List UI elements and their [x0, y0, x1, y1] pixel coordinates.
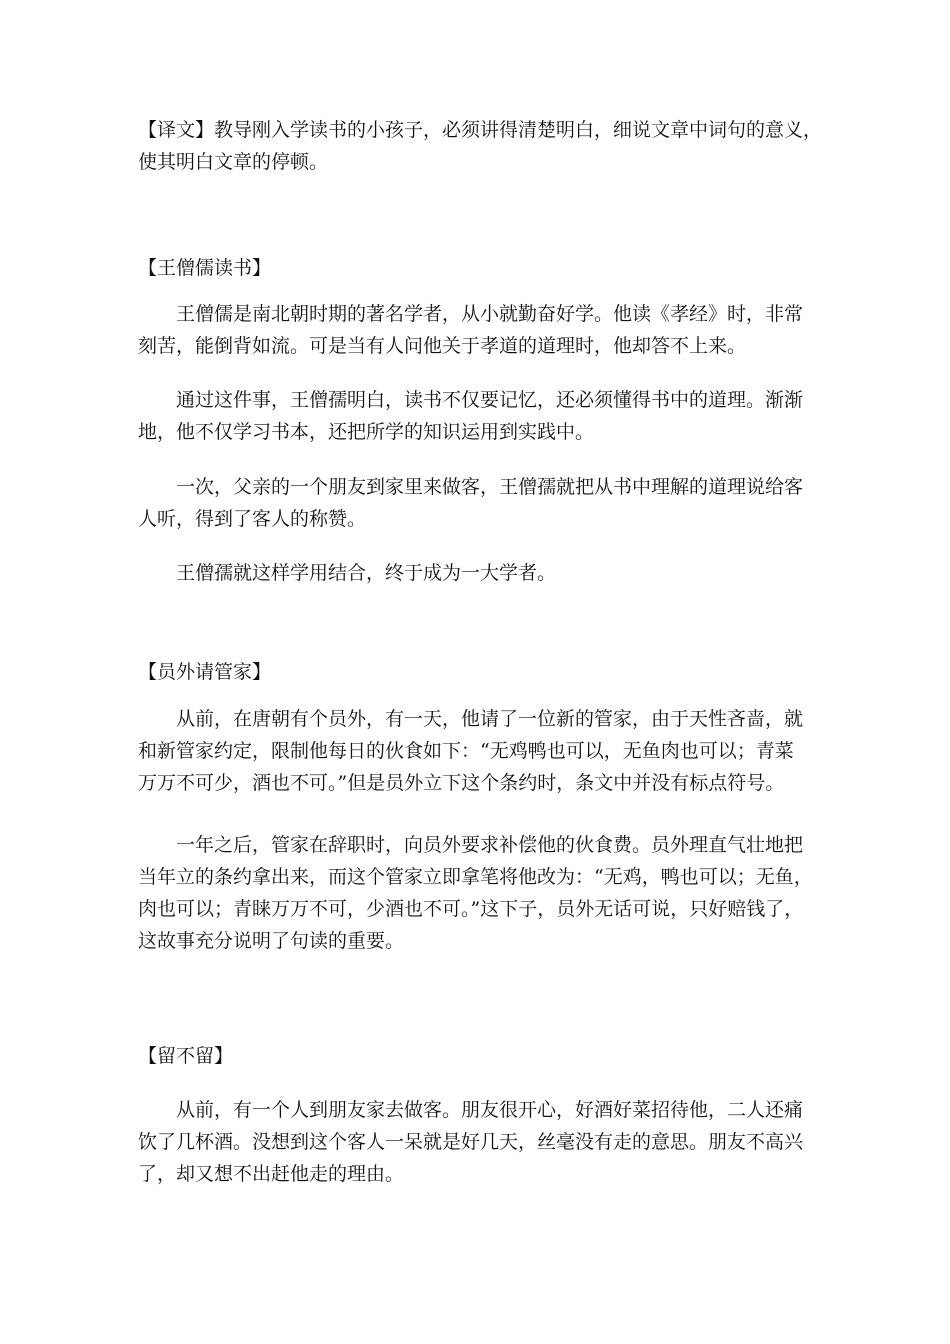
- paragraph-line: 刻苦，能倒背如流。可是当有人问他关于孝道的道理时，他却答不上来。: [138, 335, 747, 357]
- paragraph-line: 王僧孺就这样学用结合，终于成为一大学者。: [138, 562, 557, 584]
- section-title: 【留不留】: [138, 1045, 234, 1067]
- paragraph-line: 了，却又想不出赶他走的理由。: [138, 1163, 405, 1185]
- paragraph-line: 万万不可少，酒也不可。”但是员外立下这个条约时，条文中并没有标点符号。: [138, 772, 785, 794]
- paragraph-line: 从前，在唐朝有个员外，有一天，他请了一位新的管家，由于天性吝啬，就: [138, 708, 804, 730]
- paragraph: [138, 298, 828, 362]
- paragraph-line: 饮了几杯酒。没想到这个客人一呆就是好几天，丝毫没有走的意思。朋友不高兴: [138, 1131, 804, 1153]
- paragraph-line: 王僧儒是南北朝时期的著名学者，从小就勤奋好学。他读《孝经》时，非常: [138, 303, 804, 325]
- paragraph: [138, 829, 828, 957]
- paragraph: [138, 471, 828, 535]
- paragraph-line: 人听，得到了客人的称赞。: [138, 508, 367, 530]
- paragraph-line: 一年之后，管家在辞职时，向员外要求补偿他的伙食费。员外理直气壮地把: [138, 834, 804, 856]
- paragraph-line: 地，他不仅学习书本，还把所学的知识运用到实践中。: [138, 421, 595, 443]
- paragraph: [138, 384, 828, 448]
- paragraph-line: 肉也可以；青睐万万不可，少酒也不可。”这下子，员外无话可说，只好赔钱了，: [138, 898, 804, 920]
- paragraph: [138, 703, 828, 799]
- translation-paragraph: [138, 114, 828, 178]
- paragraph-line: 从前，有一个人到朋友家去做客。朋友很开心，好酒好菜招待他，二人还痛: [138, 1099, 804, 1121]
- translation-line: 【译文】教导刚入学读书的小孩子，必须讲得清楚明白，细说文章中词句的意义，: [138, 119, 823, 141]
- paragraph: [138, 1094, 828, 1190]
- paragraph-line: 和新管家约定，限制他每日的伙食如下：“无鸡鸭也可以，无鱼肉也可以；青菜: [138, 740, 794, 762]
- translation-line: 使其明白文章的停顿。: [138, 151, 329, 173]
- section-title: 【王僧儒读书】: [138, 257, 272, 279]
- paragraph-line: 通过这件事，王僧孺明白，读书不仅要记忆，还必须懂得书中的道理。渐渐: [138, 389, 804, 411]
- paragraph-line: 当年立的条约拿出来，而这个管家立即拿笔将他改为：“无鸡，鸭也可以；无鱼，: [138, 866, 813, 888]
- paragraph: [138, 557, 828, 589]
- paragraph-line: 这故事充分说明了句读的重要。: [138, 930, 405, 952]
- paragraph-line: 一次，父亲的一个朋友到家里来做客，王僧孺就把从书中理解的道理说给客: [138, 476, 804, 498]
- section-title: 【员外请管家】: [138, 661, 272, 683]
